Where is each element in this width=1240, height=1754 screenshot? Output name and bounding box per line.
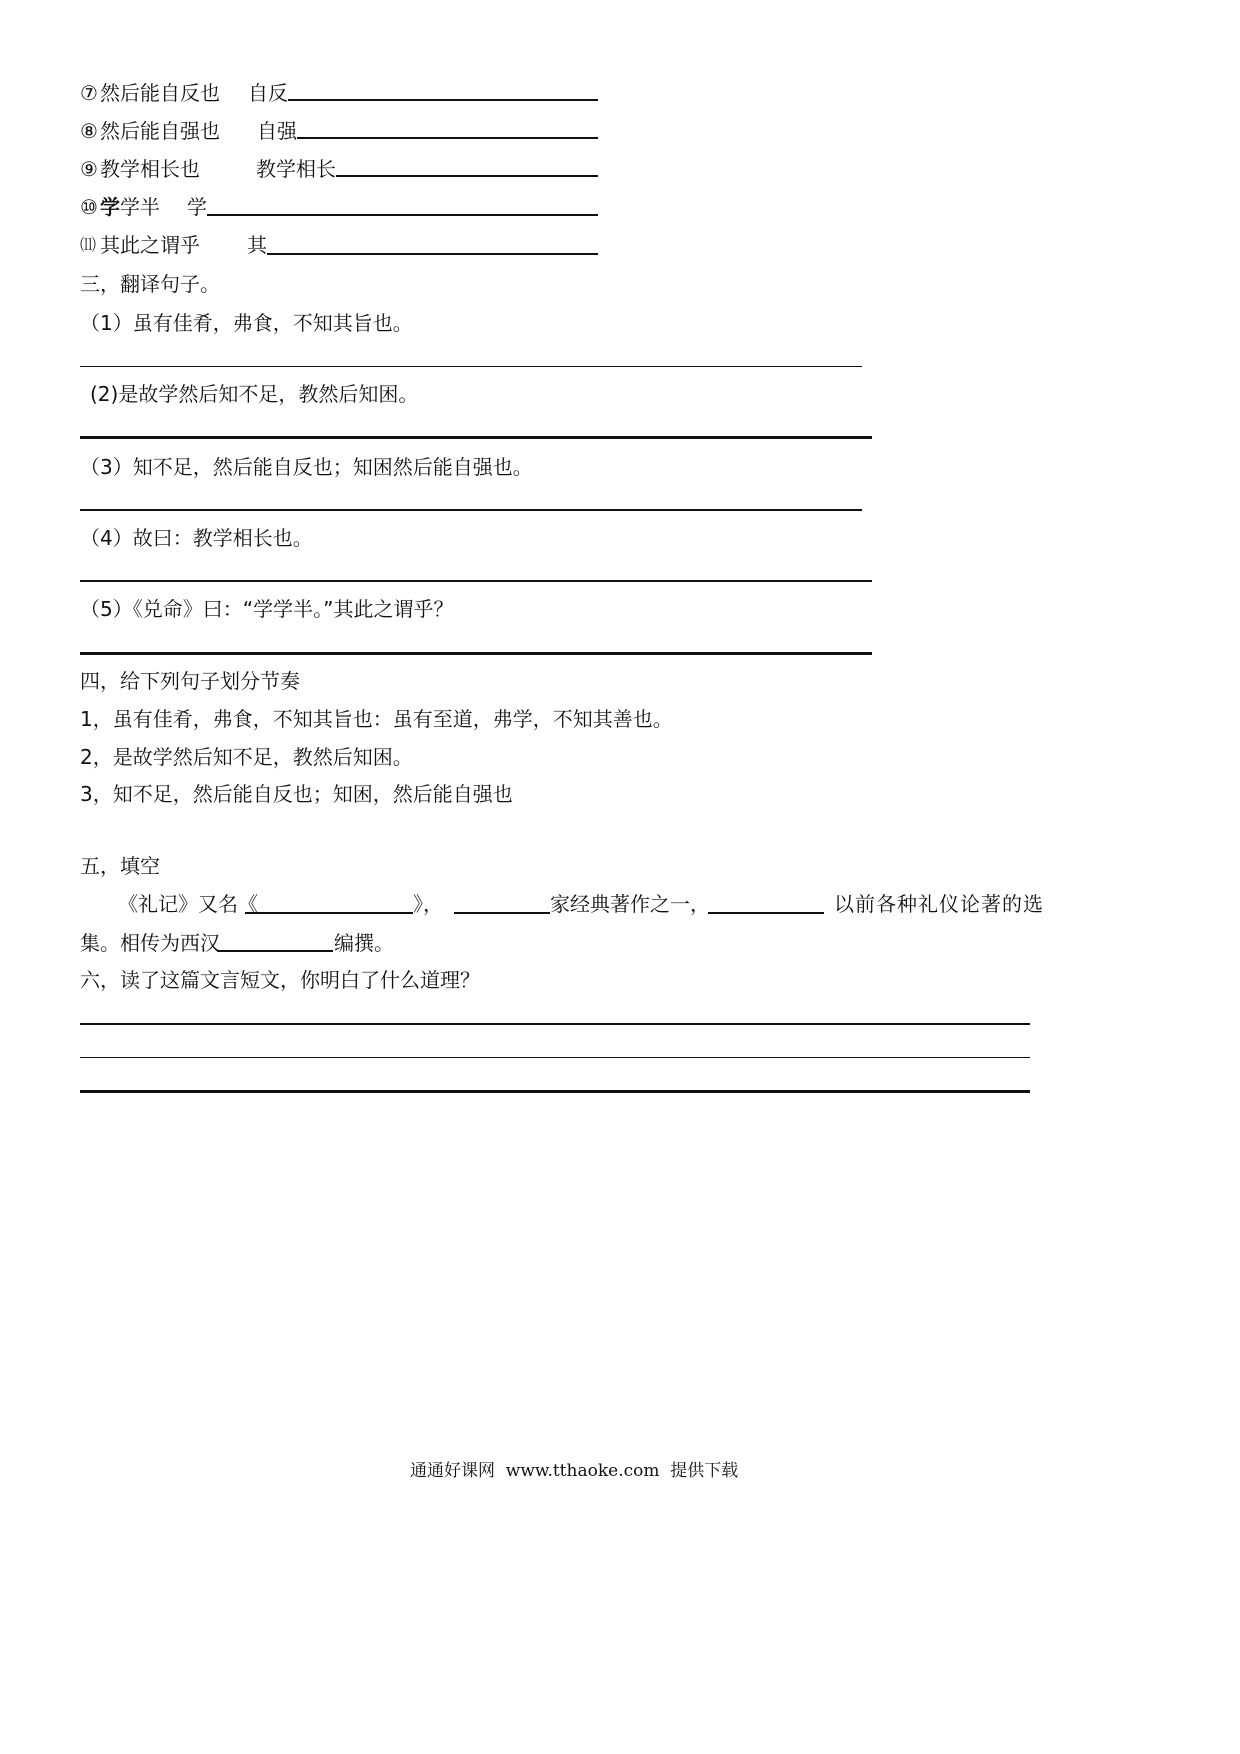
vocab-number: ⑩	[80, 195, 98, 219]
answer-line[interactable]	[80, 436, 872, 439]
answer-line[interactable]	[80, 652, 872, 655]
vocab-phrase: 学半	[120, 195, 160, 219]
vocab-term: 其	[247, 233, 267, 257]
fill-text: 集。相传为西汉	[80, 931, 220, 955]
fill-text: 以前各种礼仪论著的选	[834, 892, 1044, 916]
answer-blank[interactable]	[297, 137, 598, 139]
translate-item-1: （1）虽有佳肴，弗食，不知其旨也。	[80, 311, 413, 335]
section-5-heading: 五，填空	[80, 854, 160, 878]
fill-blank-author[interactable]	[217, 950, 333, 952]
vocab-number: ⑨	[80, 157, 98, 181]
vocab-term: 学	[187, 195, 207, 219]
translate-item-2: (2)是故学然后知不足，教然后知困。	[90, 382, 419, 406]
page-footer: 通通好课网 www.tthaoke.com 提供下载	[410, 1461, 739, 1481]
section-6-heading: 六，读了这篇文言短文，你明白了什么道理？	[80, 968, 480, 992]
answer-line[interactable]	[80, 1057, 1030, 1058]
vocab-number: ⑧	[80, 119, 98, 143]
rhythm-item-2: 2，是故学然后知不足，教然后知困。	[80, 745, 413, 769]
fill-text: 》，	[413, 892, 443, 916]
answer-blank[interactable]	[207, 214, 598, 216]
fill-blank-era[interactable]	[708, 912, 824, 914]
vocab-term: 教学相长	[256, 157, 336, 181]
vocab-phrase: 然后能自强也	[100, 119, 220, 143]
answer-blank[interactable]	[288, 99, 598, 101]
section-3-heading: 三，翻译句子。	[80, 272, 220, 296]
answer-line[interactable]	[80, 509, 862, 511]
answer-line[interactable]	[80, 580, 872, 582]
vocab-term: 自反	[248, 81, 288, 105]
vocab-phrase: 然后能自反也	[100, 81, 220, 105]
fill-text: 家经典著作之一，	[550, 892, 710, 916]
vocab-phrase: 教学相长也	[100, 157, 200, 181]
fill-text: 编撰。	[334, 931, 394, 955]
vocab-phrase: 其此之谓乎	[100, 233, 200, 257]
answer-blank[interactable]	[336, 175, 598, 177]
translate-item-4: （4）故曰：教学相长也。	[80, 526, 313, 550]
fill-blank-school[interactable]	[454, 912, 550, 914]
vocab-number: ⑾	[80, 235, 97, 254]
fill-blank-alt-name[interactable]	[245, 912, 413, 914]
translate-item-3: （3）知不足，然后能自反也；知困然后能自强也。	[80, 455, 533, 479]
vocab-number: ⑦	[80, 81, 98, 105]
answer-line[interactable]	[80, 1090, 1030, 1093]
answer-blank[interactable]	[267, 253, 598, 255]
vocab-term: 自强	[257, 119, 297, 143]
fill-text: 《礼记》又名《	[118, 892, 258, 916]
answer-line[interactable]	[80, 366, 862, 367]
vocab-phrase-bold: 学	[100, 195, 120, 219]
rhythm-item-1: 1，虽有佳肴，弗食，不知其旨也：虽有至道，弗学，不知其善也。	[80, 707, 673, 731]
section-4-heading: 四，给下列句子划分节奏	[80, 669, 300, 693]
answer-line[interactable]	[80, 1023, 1030, 1025]
rhythm-item-3: 3，知不足，然后能自反也；知困，然后能自强也	[80, 782, 513, 806]
translate-item-5: （5）《兑命》曰：“学学半。”其此之谓乎？	[80, 597, 454, 621]
